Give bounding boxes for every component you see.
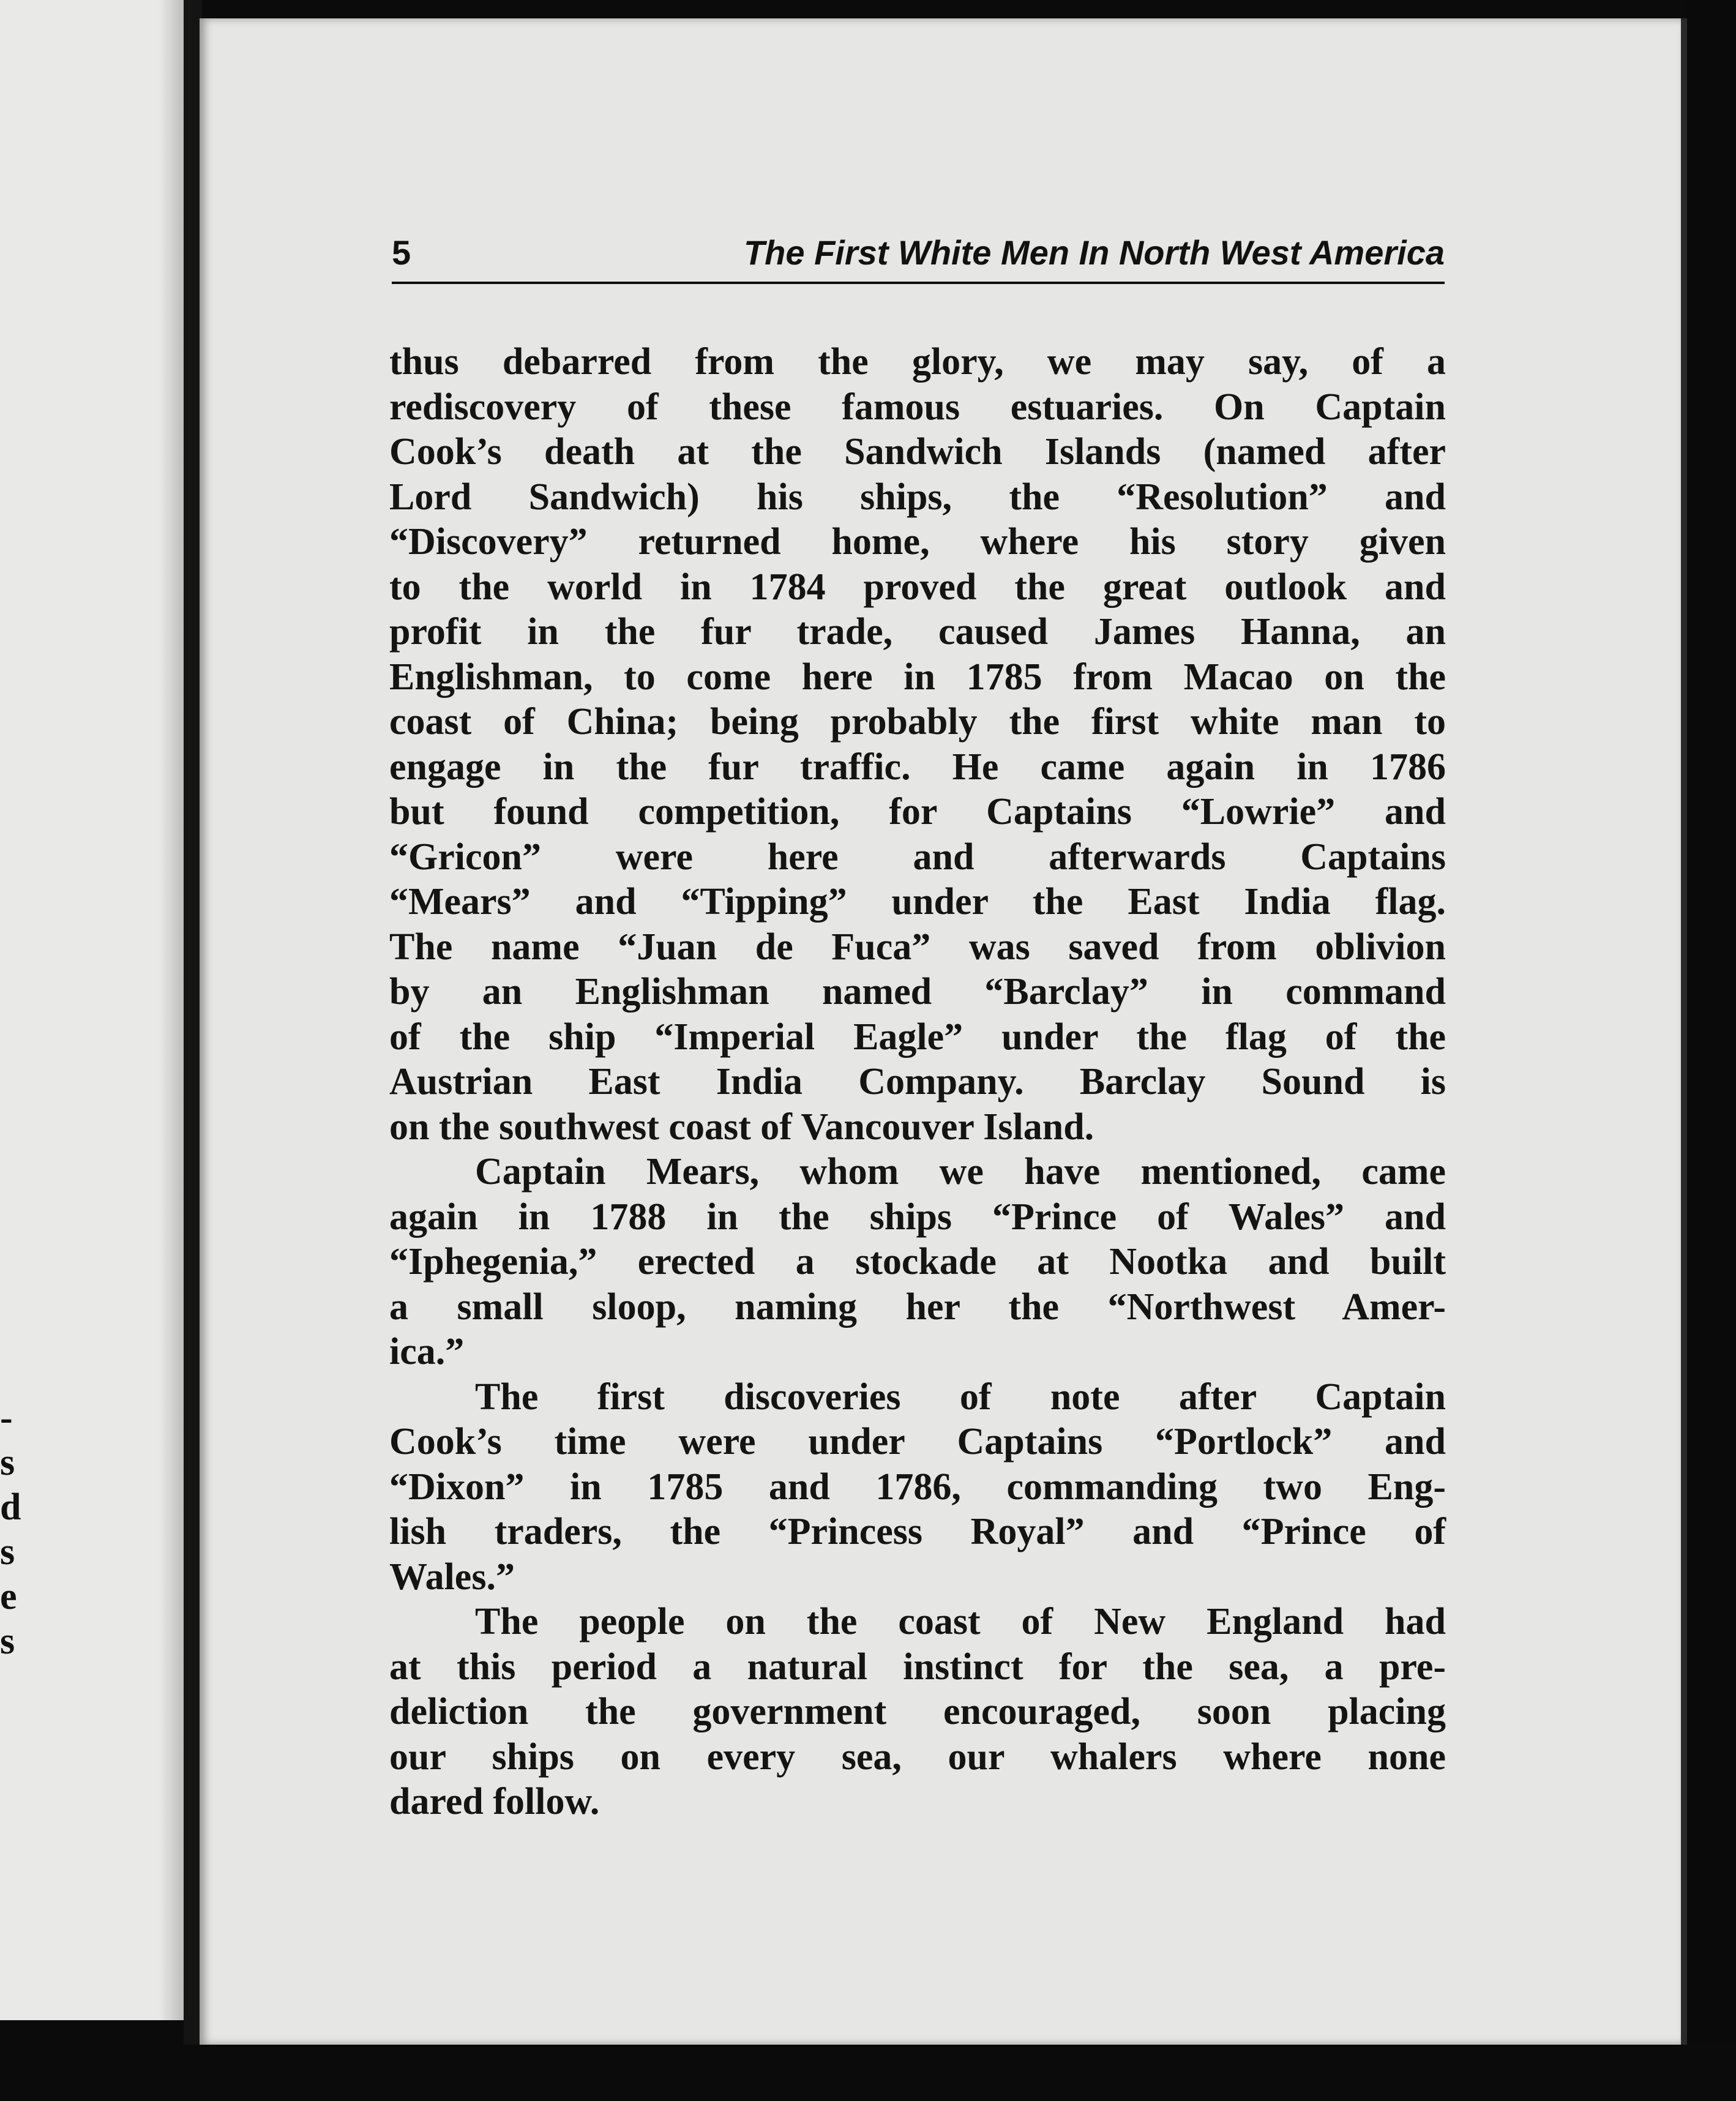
fragment: d: [0, 1486, 21, 1528]
text-line: rediscovery of these famous estuaries. On Captain: [389, 386, 1446, 428]
page-bottom-shadow: [0, 2045, 1736, 2101]
paragraph-start-line: Captain Mears, whom we have mentioned, came: [475, 1151, 1446, 1193]
text-line: Cook’s time were under Captains “Portlock” and: [389, 1421, 1446, 1462]
text-line: profit in the fur trade, caused James Hanna, an: [389, 611, 1446, 653]
text-line: of the ship “Imperial Eagle” under the flag of the: [389, 1016, 1446, 1058]
paragraph-end-line: ica.”: [389, 1331, 465, 1373]
text-line: but found competition, for Captains “Lowrie” and: [389, 791, 1446, 833]
text-line: Austrian East India Company. Barclay Sound is: [389, 1061, 1446, 1103]
fragment: s: [0, 1620, 15, 1662]
paragraph-end-line: dared follow.: [389, 1781, 600, 1822]
text-line: Cook’s death at the Sandwich Islands (named after: [389, 431, 1446, 473]
facing-page: [0, 0, 187, 2020]
running-header: [392, 233, 1445, 284]
text-line: “Iphegenia,” erected a stockade at Nootka and built: [389, 1241, 1446, 1283]
fragment: -: [0, 1397, 13, 1439]
text-line: “Mears” and “Tipping” under the East India flag.: [389, 881, 1446, 923]
text-line: lish traders, the “Princess Royal” and “Prince of: [389, 1511, 1446, 1552]
text-line: deliction the government encouraged, soon placing: [389, 1691, 1446, 1732]
paragraph-start-line: The first discoveries of note after Captain: [475, 1376, 1446, 1418]
text-line: by an Englishman named “Barclay” in command: [389, 971, 1446, 1013]
text-line: Lord Sandwich) his ships, the “Resolution” and: [389, 476, 1446, 518]
text-line: to the world in 1784 proved the great outlook and: [389, 566, 1446, 608]
fragment: e: [0, 1576, 17, 1617]
fragment: s: [0, 1442, 15, 1483]
text-line: engage in the fur traffic. He came again in 1786: [389, 746, 1446, 788]
text-line: Englishman, to come here in 1785 from Macao on the: [389, 656, 1446, 698]
spine-shadow: [159, 0, 184, 2020]
text-line: thus debarred from the glory, we may say, of a: [389, 341, 1446, 383]
text-line: our ships on every sea, our whalers where none: [389, 1736, 1446, 1778]
facing-page-text-fragments: [0, 1396, 24, 1664]
text-line: “Gricon” were here and afterwards Captains: [389, 836, 1446, 878]
text-line: again in 1788 in the ships “Prince of Wales” and: [389, 1196, 1446, 1238]
text-line: coast of China; being probably the first white man to: [389, 701, 1446, 743]
running-title: The First White Men In North West America: [743, 233, 1445, 272]
paragraph-end-line: Wales.”: [389, 1556, 515, 1598]
paragraph-end-line: on the southwest coast of Vancouver Island.: [389, 1106, 1094, 1148]
page-edge: [1687, 0, 1736, 2101]
text-line: “Dixon” in 1785 and 1786, commanding two Eng-: [389, 1466, 1446, 1508]
paragraph-start-line: The people on the coast of New England had: [475, 1601, 1446, 1642]
text-line: at this period a natural instinct for the sea, a pre-: [389, 1646, 1446, 1688]
text-line: a small sloop, naming her the “Northwest Amer-: [389, 1286, 1446, 1328]
body-text: [389, 340, 1446, 1825]
page-number: 5: [392, 233, 411, 272]
text-line: “Discovery” returned home, where his story given: [389, 521, 1446, 563]
text-line: The name “Juan de Fuca” was saved from oblivion: [389, 926, 1446, 968]
fragment: s: [0, 1531, 15, 1573]
